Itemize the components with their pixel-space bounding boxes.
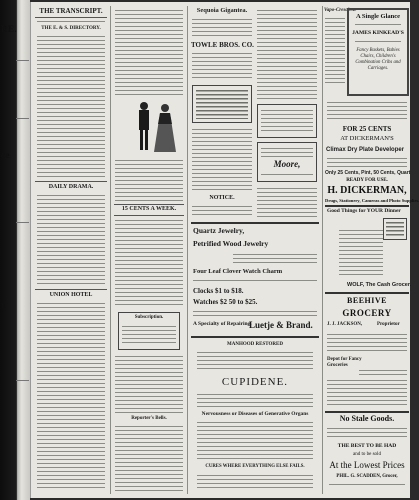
article-text [115,158,183,202]
book-binding-edge [0,0,30,500]
beehive-heading: BEEHIVE [347,296,387,305]
ad-text [197,473,313,491]
cupidene-heading: CUPIDENE. [221,376,289,388]
wolf-grocer-name: WOLF, The Cash Grocer. [347,282,412,288]
divider [191,222,319,224]
ad-text [327,378,407,408]
scadden-name: PHIL. G. SCADDEN, Grocer, [336,474,398,479]
ad-text [196,89,248,119]
ready-for-use: READY FOR USE. [346,178,388,183]
ad-text [192,51,252,81]
vapo-cresolene-heading: Vapo-Cresolene [324,8,357,13]
good-things-heading: Good Things for YOUR Dinner [327,208,401,214]
binding-rule [16,118,29,119]
depot-heading: Depot for Fancy Groceries [327,357,362,368]
moore-advertisement [257,142,317,182]
luetje-brand-name: Luetje & Brand. [249,320,313,330]
column-rule [322,6,323,494]
column-4 [324,6,419,494]
couple-illustration [132,100,182,156]
binding-fragment-low: n [1,300,7,310]
article-text [257,186,317,218]
manhood-restored-heading: MANHOOD RESTORED [227,342,283,347]
ad-text [233,252,317,266]
divider [35,289,107,290]
article-text [115,354,183,414]
ad-text [327,156,407,168]
ad-text [327,332,407,354]
jackson-name: J. J. JACKSON, [327,322,363,327]
binding-fragment-mid: ce [1,150,10,160]
ad-stamp [383,218,407,240]
directory-text [37,34,105,179]
and-to-be-sold: and to be sold [353,452,381,457]
quartz-jewelry-heading: Quartz Jewelry, [193,226,245,235]
article-text [37,193,105,285]
masthead: THE TRANSCRIPT. [39,7,103,15]
repairing-specialty: A Specialty of Repairing. [193,321,252,327]
newspaper-page [30,2,419,498]
article-text [115,8,183,96]
ad-text [197,420,313,460]
article-text [257,8,317,100]
column-2 [114,6,184,494]
divider [35,17,107,18]
hotel-register-text [37,301,105,491]
divider [114,204,184,205]
notice-text [192,204,252,218]
divider [191,336,319,338]
ad-text [261,172,313,178]
article-text [115,424,183,492]
subscription-box [118,312,180,350]
binding-rule [16,222,29,223]
four-leaf-clover-heading: Four Leaf Clover Watch Charm [193,268,283,275]
kinkead-advertisement [347,8,409,96]
ad-text [355,22,401,28]
single-glance-heading: A Single Glance [355,13,401,20]
ad-text [261,108,313,134]
ad-text [197,350,313,370]
ad-heading-sequoia: Sequoia Gigantea. [196,7,248,14]
kinkead-products: Fancy Baskets, Babies Chairs, Children's Combination Cribs and Carriages. [355,48,401,71]
column-rule [187,6,188,494]
lowest-prices-heading: At the Lowest Prices [329,460,405,470]
divider [325,292,409,294]
best-to-be-had: THE BEST TO BE HAD [337,443,397,449]
ad-text [192,127,252,193]
dateline [37,19,105,25]
ad-text [261,146,313,158]
clocks-price: Clocks $1 to $18. [193,287,244,295]
divider [114,215,184,216]
section-head: DAILY DRAMA. [48,184,94,190]
petrified-wood-heading: Petrified Wood Jewelry [193,239,269,248]
ad-text [197,392,313,408]
binding-rule [16,380,29,381]
ad-text [327,426,407,440]
dickerman-tagline: Drugs, Stationery, Cameras and Photo Supplies. [325,198,419,203]
nervousness-heading: Nervousness or Diseases of Generative Organs [201,411,309,417]
grocery-heading: GROCERY [342,308,392,318]
proprietor-label: Proprietor [377,322,400,327]
advertisement-box [257,104,317,138]
column-rule [110,6,111,494]
box-text [122,324,176,346]
ad-text [327,100,407,122]
divider [35,181,107,182]
advertisement-box [192,85,252,123]
ad-text [193,278,317,284]
box-title: Subscription. [134,315,164,320]
article-text [115,218,183,308]
ad-text [329,482,405,488]
divider [325,205,409,207]
column-1 [35,6,107,494]
cures-line: CURES WHERE EVERYTHING ELSE FAILS. [205,464,305,469]
section-head: Reporter's Bells. [131,416,167,421]
dickerman-name: H. DICKERMAN, [327,185,407,196]
no-stale-goods-heading: No Stale Goods. [339,414,395,423]
ad-text [192,17,252,39]
binding-rule [16,60,29,61]
binding-fragment-top: RE. [1,24,18,34]
grocery-list [339,228,383,278]
column-3 [191,6,319,494]
climax-developer-heading: Climax Dry Plate Developer [326,147,405,153]
ad-text [386,221,404,237]
notice-heading: NOTICE. [209,195,235,201]
ad-text [355,39,401,45]
ad-heading-towle: TOWLE BROS. CO. [191,41,254,49]
ad-text [325,16,345,86]
for-25-cents-heading: FOR 25 CENTS [342,125,392,133]
section-head: THE E. & S. DIRECTORY. [41,26,101,31]
dickermans-heading: AT DICKERMAN'S [340,135,394,142]
ad-text [359,368,407,376]
divider [325,411,409,413]
price-line: Only 25 Cents, Pint, 50 Cents, Quart [325,170,411,176]
section-head: UNION HOTEL [49,292,93,298]
moore-name: Moore, [273,159,301,169]
kinkead-name: JAMES KINKEAD'S [352,30,404,36]
ad-text [193,309,317,319]
watches-price: Watches $2 50 to $25. [193,298,258,306]
subscription-rate: 15 CENTS A WEEK. [121,206,177,212]
